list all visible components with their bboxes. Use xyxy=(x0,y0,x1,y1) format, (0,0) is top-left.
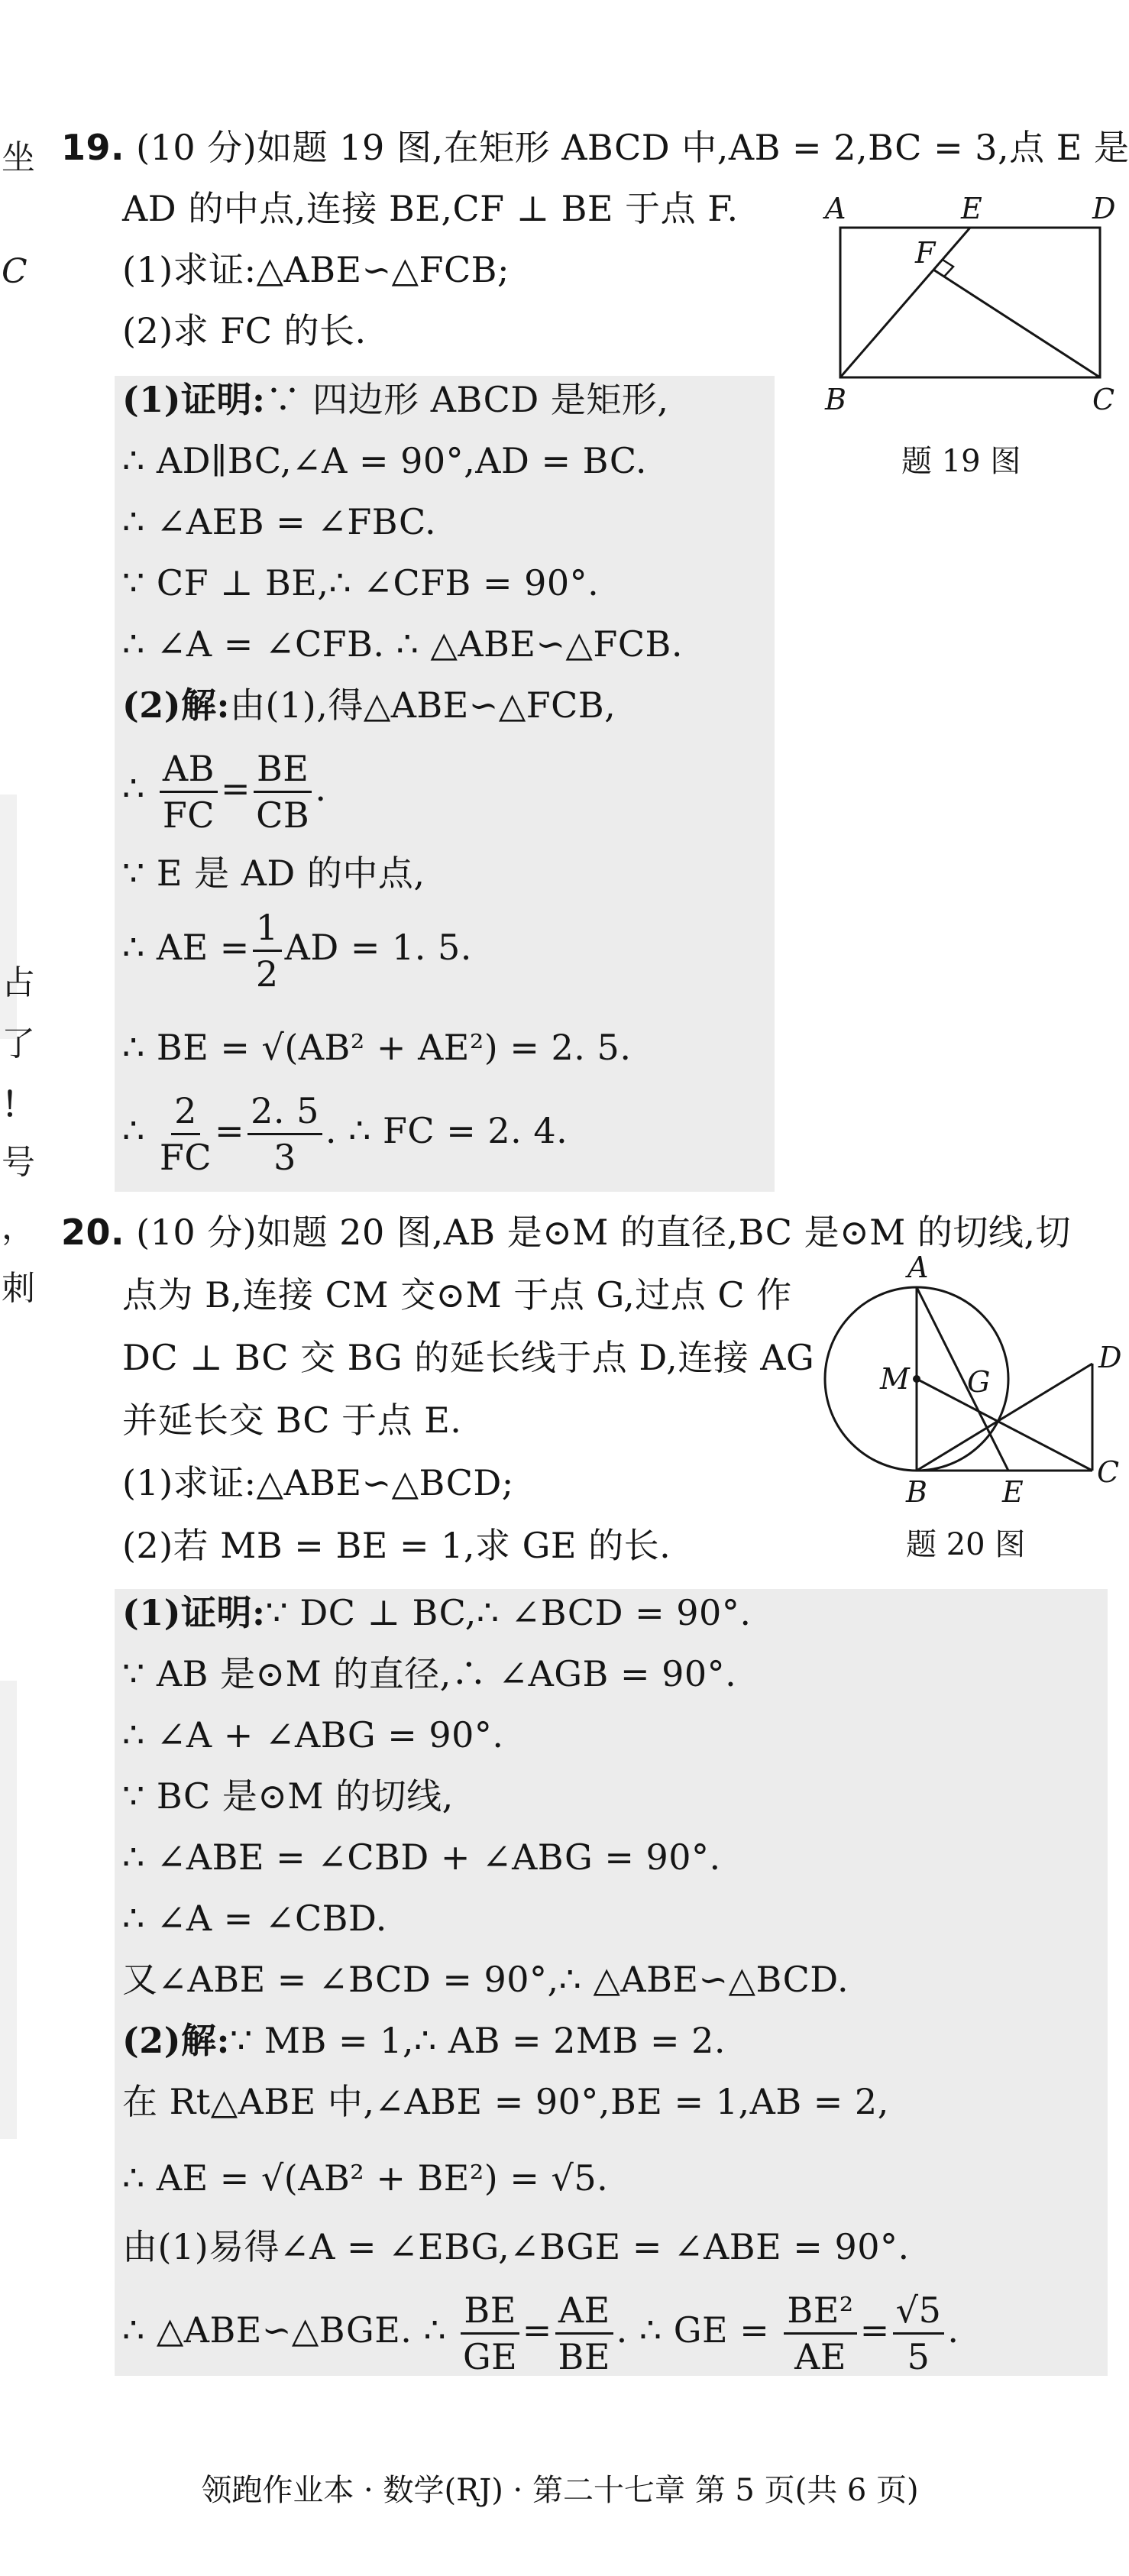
q19-part2: (2)求 FC 的长. xyxy=(122,310,367,351)
denominator: AE xyxy=(794,2335,846,2377)
fraction xyxy=(555,2289,613,2377)
segment-bd xyxy=(917,1364,1092,1471)
q20-solve-4: 由(1)易得∠A = ∠EBG,∠BGE = ∠ABE = 90°. xyxy=(122,2226,910,2267)
q19-line-1 xyxy=(61,124,1129,171)
label-g: G xyxy=(967,1365,991,1399)
equals: = xyxy=(522,2309,552,2351)
q19-solve-text: 由(1),得△ABE∽△FCB, xyxy=(230,684,616,726)
label-d: D xyxy=(1092,192,1116,225)
q19-proof-3: ∴ ∠AEB = ∠FBC. xyxy=(122,501,437,542)
center-point-m xyxy=(913,1375,920,1383)
numerator: BE² xyxy=(784,2293,856,2335)
numerator: 1 xyxy=(253,910,282,952)
denominator: FC xyxy=(162,794,215,836)
q20-proof-6: ∴ ∠A = ∠CBD. xyxy=(122,1898,387,1939)
label-c: C xyxy=(1097,1455,1120,1489)
numerator: AB xyxy=(160,751,218,793)
denominator: 3 xyxy=(273,1136,296,1178)
numerator: 2 xyxy=(171,1093,200,1135)
label-e: E xyxy=(1002,1475,1024,1509)
label-c: C xyxy=(1092,383,1115,416)
label-e: E xyxy=(961,192,982,225)
margin-char: 了 xyxy=(2,1024,35,1063)
period: . xyxy=(947,2309,959,2351)
equals: = xyxy=(859,2309,890,2351)
q19-final-line xyxy=(122,1089,568,1178)
right-angle-mark xyxy=(943,260,953,277)
margin-char: 坐 xyxy=(2,138,35,177)
final-rest: . ∴ FC = 2. 4. xyxy=(325,1110,568,1151)
label-b: B xyxy=(906,1475,927,1509)
ae-prefix: ∴ AE = xyxy=(122,927,250,968)
q20-stem-3: DC ⊥ BC 交 BG 的延长线于点 D,连接 AG xyxy=(122,1337,815,1378)
page-footer: 领跑作业本 · 数学(RJ) · 第二十七章 第 5 页(共 6 页) xyxy=(201,2473,919,2508)
q20-proof-5: ∴ ∠ABE = ∠CBD + ∠ABG = 90°. xyxy=(122,1837,721,1878)
q20-line-1 xyxy=(61,1209,1071,1256)
q20-number: 20. xyxy=(61,1212,125,1253)
ae-rest: AD = 1. 5. xyxy=(284,927,472,968)
rectangle-abcd xyxy=(840,228,1100,377)
q19-proof-1 xyxy=(122,376,668,423)
denominator: BE xyxy=(558,2335,610,2377)
numerator: √5 xyxy=(893,2293,945,2335)
q20-proof-3: ∴ ∠A + ∠ABG = 90°. xyxy=(122,1714,504,1756)
margin-char: ， xyxy=(2,1208,35,1247)
q20-proof-text-1: ∵ DC ⊥ BC,∴ ∠BCD = 90°. xyxy=(265,1592,752,1633)
q20-part2: (2)若 MB = BE = 1,求 GE 的长. xyxy=(122,1525,671,1566)
q19-stem-1: (10 分)如题 19 图,在矩形 ABCD 中,AB = 2,BC = 3,点 E 是 xyxy=(136,127,1129,168)
denominator: 2 xyxy=(255,953,279,995)
q19-solve-label: (2)解: xyxy=(122,684,231,726)
q20-solve-2: 在 Rt△ABE 中,∠ABE = 90°,BE = 1,AB = 2, xyxy=(122,2081,889,2122)
segment-mc xyxy=(917,1379,1092,1471)
fraction xyxy=(461,2289,519,2377)
fraction xyxy=(253,906,282,995)
fraction xyxy=(159,1089,212,1178)
q20-solve-3: ∴ AE = √(AB² + BE²) = √5. xyxy=(122,2157,609,2199)
q19-proof-4: ∵ CF ⊥ BE,∴ ∠CFB = 90°. xyxy=(122,562,600,604)
figure-20-caption: 题 20 图 xyxy=(906,1527,1026,1562)
q19-ratio-line xyxy=(122,747,327,836)
final-prefix: ∴ △ABE∽△BGE. ∴ xyxy=(122,2309,447,2351)
q19-ae-line xyxy=(122,906,472,995)
denominator: GE xyxy=(462,2335,518,2377)
q20-proof-7: 又∠ABE = ∠BCD = 90°,∴ △ABE∽△BCD. xyxy=(122,1959,849,2000)
q19-proof-text-1: ∵ 四边形 ABCD 是矩形, xyxy=(265,379,669,420)
segment-cf xyxy=(933,270,1100,377)
q20-proof-4: ∵ BC 是⊙M 的切线, xyxy=(122,1775,454,1817)
fraction xyxy=(254,747,312,836)
denominator: CB xyxy=(256,794,310,836)
q19-stem-2: AD 的中点,连接 BE,CF ⊥ BE 于点 F. xyxy=(122,188,739,229)
margin-char: ！ xyxy=(2,1086,35,1125)
q19-solve-1 xyxy=(122,681,616,729)
numerator: BE xyxy=(254,751,312,793)
q20-proof-1 xyxy=(122,1589,751,1636)
q20-proof-label: (1)证明: xyxy=(122,1592,266,1633)
fraction xyxy=(893,2289,945,2377)
q19-midpoint: ∵ E 是 AD 的中点, xyxy=(122,853,425,894)
q19-proof-5: ∴ ∠A = ∠CFB. ∴ △ABE∽△FCB. xyxy=(122,623,683,665)
label-m: M xyxy=(880,1362,910,1396)
q19-number: 19. xyxy=(61,127,125,168)
q20-stem-4: 并延长交 BC 于点 E. xyxy=(122,1400,462,1441)
therefore-symbol: ∴ xyxy=(122,768,145,809)
label-b: B xyxy=(825,383,846,416)
numerator: AE xyxy=(555,2293,613,2335)
denominator: FC xyxy=(159,1136,212,1178)
segment-be xyxy=(840,228,970,377)
margin-shadow xyxy=(0,1681,17,2139)
fraction xyxy=(160,747,218,836)
figure-19 xyxy=(810,183,1115,428)
q20-solve-label: (2)解: xyxy=(122,2020,231,2061)
q19-proof-2: ∴ AD∥BC,∠A = 90°,AD = BC. xyxy=(122,440,648,481)
label-a: A xyxy=(825,192,846,225)
margin-char: C xyxy=(2,252,27,291)
figure-19-caption: 题 19 图 xyxy=(901,444,1021,479)
fraction xyxy=(784,2289,856,2377)
q20-stem-1: (10 分)如题 20 图,AB 是⊙M 的直径,BC 是⊙M 的切线,切 xyxy=(136,1212,1071,1253)
therefore-symbol: ∴ xyxy=(122,1110,145,1151)
label-a: A xyxy=(907,1251,929,1284)
q20-stem-2: 点为 B,连接 CM 交⊙M 于点 G,过点 C 作 xyxy=(122,1274,792,1316)
equals: = xyxy=(220,768,251,809)
q19-be-line: ∴ BE = √(AB² + AE²) = 2. 5. xyxy=(122,1027,632,1068)
numerator: BE xyxy=(461,2293,519,2335)
q20-part1: (1)求证:△ABE∽△BCD; xyxy=(122,1462,514,1503)
figure-20 xyxy=(817,1251,1122,1509)
margin-char: 号 xyxy=(2,1143,35,1182)
q20-solve-text-1: ∵ MB = 1,∴ AB = 2MB = 2. xyxy=(230,2020,726,2061)
q20-solve-1 xyxy=(122,2017,726,2064)
fraction xyxy=(247,1089,322,1178)
final-mid: . ∴ GE = xyxy=(616,2309,770,2351)
margin-char: 刺 xyxy=(2,1269,35,1308)
q20-proof-2: ∵ AB 是⊙M 的直径,∴ ∠AGB = 90°. xyxy=(122,1653,737,1694)
q19-proof-label: (1)证明: xyxy=(122,379,266,420)
equals: = xyxy=(215,1110,245,1151)
label-f: F xyxy=(915,236,936,270)
period: . xyxy=(315,768,327,809)
label-d: D xyxy=(1098,1341,1122,1374)
q19-part1: (1)求证:△ABE∽△FCB; xyxy=(122,249,510,290)
numerator: 2. 5 xyxy=(247,1093,322,1135)
denominator: 5 xyxy=(907,2335,930,2377)
margin-char: 占 xyxy=(2,963,35,1002)
q20-final-line xyxy=(122,2289,959,2377)
